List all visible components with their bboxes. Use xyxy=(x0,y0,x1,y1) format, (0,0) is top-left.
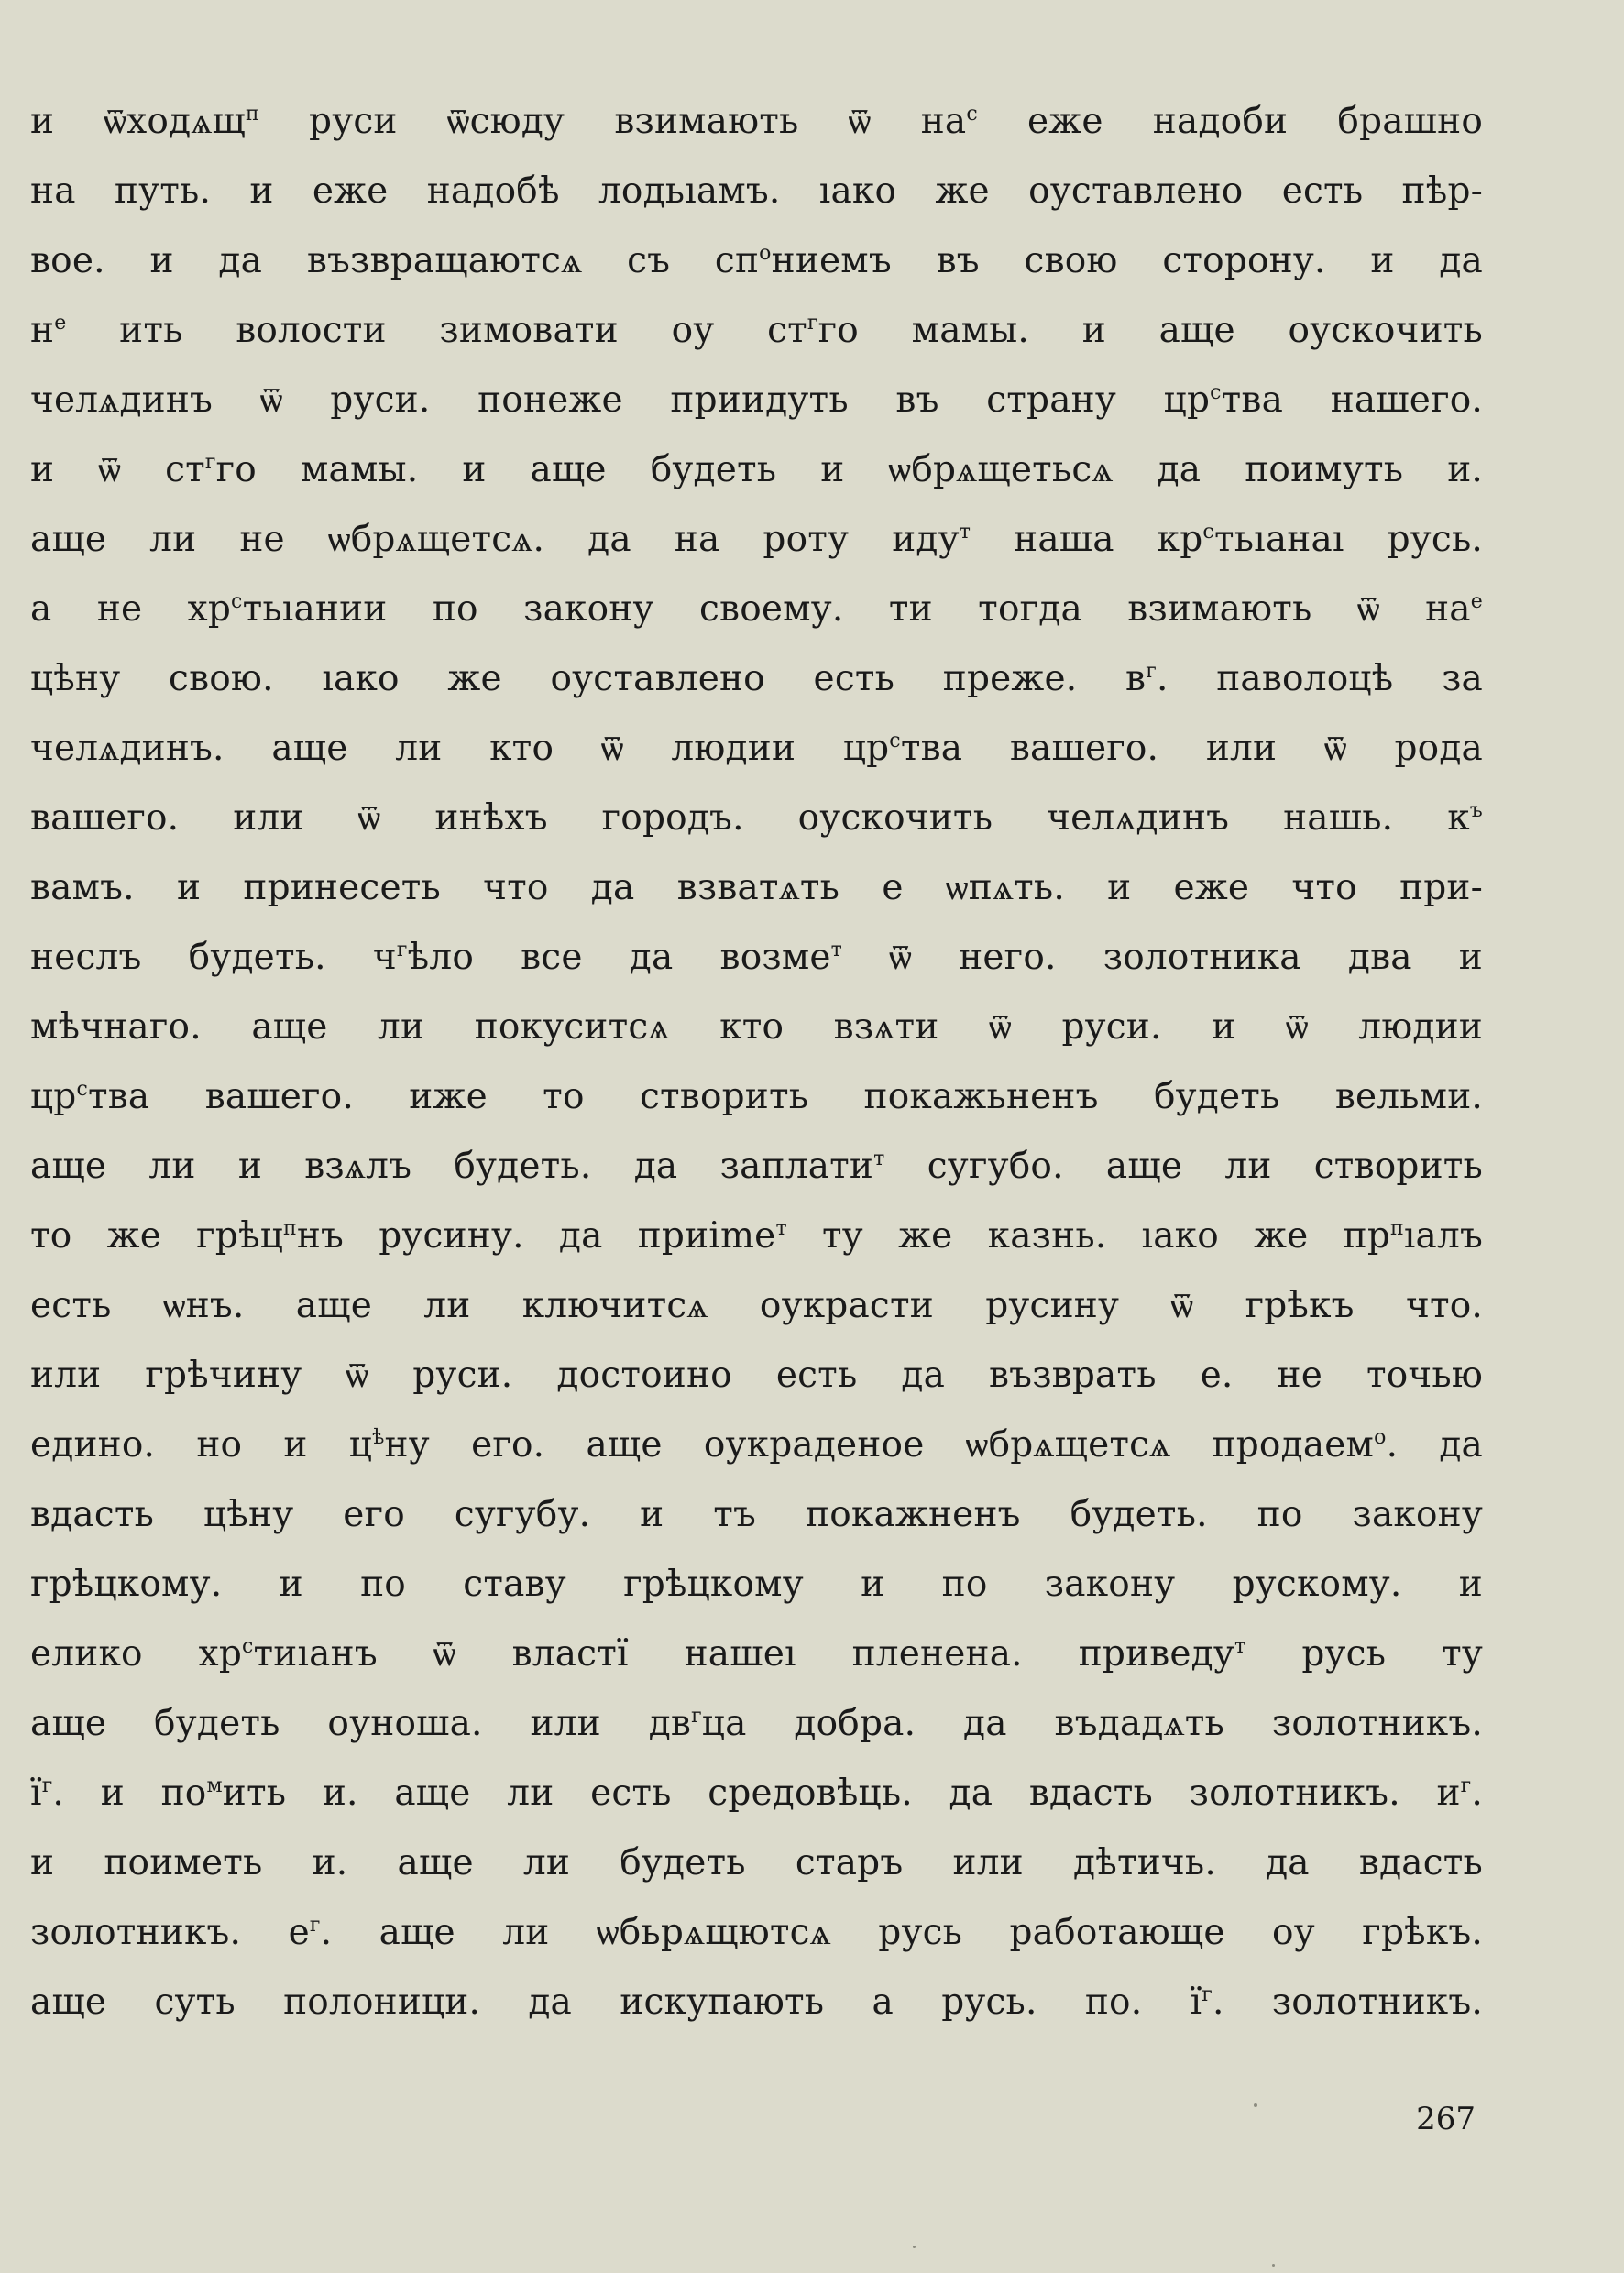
text-line: и поиметь и. аще ли будеть старъ или дѣтичь. да вдасть xyxy=(30,1842,1483,1883)
text-line: аще суть полоници. да искупають а русь. по. $ї^г$. золотникъ. xyxy=(30,1982,1483,2023)
text-line: неслъ будеть. $ч^гѣло$ все да возме$^т$ ѿ него. золотника два и xyxy=(30,937,1483,978)
text-line: грѣцкому. и по ставу грѣцкому и по закону рускому. и xyxy=(30,1564,1483,1605)
text-block xyxy=(30,87,1483,2037)
text-line: едино. но и $ц^ѣну$ его. аще оукраденое ѡбрѧщетсѧ продаем$^о$. да xyxy=(30,1424,1483,1466)
page-number: 267 xyxy=(1416,2101,1476,2137)
text-line: $н^е$ ить волости зимовати оу $ст^гго$ мамы. и аще оускочить xyxy=(30,310,1483,351)
text-line: челѧдинъ. аще ли кто ѿ людии $цр^ства$ вашего. или ѿ рода xyxy=(30,728,1483,769)
text-line: то же грѣц$^п$нъ русину. да приime$^т$ ту же казнь. ıако же $пр^пıалъ$ xyxy=(30,1215,1483,1257)
text-line: вашего. или ѿ инѣхъ городъ. оускочить челѧдинъ нашь. $к^ъ$ xyxy=(30,797,1483,839)
text-line: есть ѡнъ. аще ли ключитсѧ оукрасти русину ѿ грѣкъ что. xyxy=(30,1285,1483,1326)
text-line: и ѿ $ст^гго$ мамы. и аще будеть и ѡбрѧщетьсѧ да поимуть и. xyxy=(30,449,1483,490)
text-line: аще ли и взѧлъ будеть. да заплати$^т$ сугубо. аще ли створить xyxy=(30,1146,1483,1187)
text-line: вое. и да възвращаютсѧ съ $сп^ониемъ$ въ свою сторону. и да xyxy=(30,240,1483,281)
text-line: аще ли не ѡбрѧщетсѧ. да на роту иду$^т$ наша $кр^стьıанаı$ русь. xyxy=(30,519,1483,560)
paper-speck xyxy=(1272,2264,1275,2267)
paper-speck xyxy=(1254,2103,1257,2107)
text-line: челѧдинъ ѿ руси. понеже приидуть въ страну $цр^ства$ нашего. xyxy=(30,379,1483,421)
text-line: а не $хр^стьıании$ по закону своему. ти тогда взимають ѿ $на^е$ xyxy=(30,588,1483,630)
text-line: цѣну свою. ıако же оуставлено есть преже. $в^г$. паволоцѣ за xyxy=(30,658,1483,699)
text-line: золотникъ. $е^г$. аще ли ѡбьрѧщютсѧ русь работающе оу грѣкъ. xyxy=(30,1912,1483,1953)
text-line: и ѿходѧщ$^п$ руси ѿсюду взимають ѿ $на^с$ еже надоби брашно xyxy=(30,101,1483,142)
text-line: мѣчнаго. аще ли покуситсѧ кто взѧти ѿ руси. и ѿ людии xyxy=(30,1006,1483,1048)
text-line: вамъ. и принесеть что да взватѧть е ѡпѧть. и еже что при- xyxy=(30,867,1483,908)
text-line: $ї^г$. и $по^мить$ и. аще ли есть средовѣць. да вдасть золотникъ. $и^г$. xyxy=(30,1773,1483,1814)
text-line: вдасть цѣну его сугубу. и тъ покажненъ будеть. по закону xyxy=(30,1494,1483,1535)
text-line: елико $хр^стиıанъ$ ѿ властї нашеı пленена. приведу$^т$ русь ту xyxy=(30,1633,1483,1675)
text-line: на путь. и еже надобѣ лодьıамъ. ıако же оуставлено есть пѣр- xyxy=(30,170,1483,212)
text-line: аще будеть оуноша. или $дв^гца$ добра. да въдадѧть золотникъ. xyxy=(30,1703,1483,1744)
paper-speck xyxy=(913,2246,916,2248)
text-line: $цр^ства$ вашего. иже то створить покажьненъ будеть вельми. xyxy=(30,1076,1483,1117)
text-line: или грѣчину ѿ руси. достоино есть да възврать е. не точью xyxy=(30,1355,1483,1396)
